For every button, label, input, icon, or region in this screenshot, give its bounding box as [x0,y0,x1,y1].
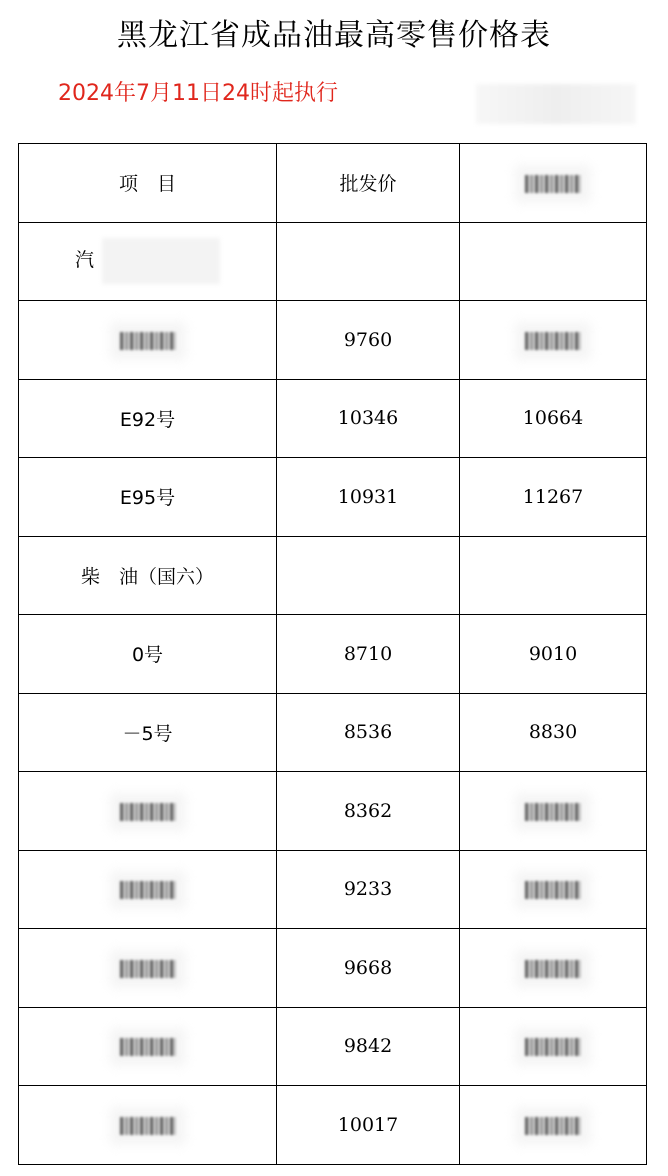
table-header-row [19,144,647,223]
category-cell [19,536,277,615]
retail-cell: 9010 [460,615,647,694]
retail-cell [460,850,647,929]
effective-date: 2024年7月11日24时起执行 [58,81,338,106]
table-row [19,772,647,851]
wholesale-cell: 9842 [277,1007,460,1086]
item-cell: E92号 [19,379,277,458]
table-row-category-gasoline [19,222,647,301]
item-cell [19,850,277,929]
price-table [18,143,647,1165]
blurred-item-name [120,332,176,350]
table-row [19,1007,647,1086]
retail-cell [460,1086,647,1165]
wholesale-cell: 9233 [277,850,460,929]
wholesale-cell: 10931 [277,458,460,537]
header-item-label: 项 目 [118,173,176,196]
retail-cell [460,1007,647,1086]
header-wholesale-label: 批发价 [339,173,397,196]
item-cell [19,1086,277,1165]
header-retail [460,144,647,223]
header-item [19,144,277,223]
table-row [19,850,647,929]
item-cell: 0号 [19,615,277,694]
blurred-item-name [120,881,176,899]
blurred-item-name [120,1117,176,1135]
page-title: 黑龙江省成品油最高零售价格表 [117,18,551,53]
table-row [19,458,647,537]
empty-cell [460,222,647,301]
blurred-retail-value [525,960,581,978]
item-cell [19,929,277,1008]
blurred-item-name [120,803,176,821]
blurred-item-name [120,960,176,978]
blurred-retail-value [525,1117,581,1135]
table-row [19,929,647,1008]
blurred-retail-value [525,881,581,899]
blurred-item-name [120,1038,176,1056]
item-cell: E95号 [19,458,277,537]
blurred-header-retail [525,175,581,193]
category-label: 汽 [74,249,94,272]
wholesale-cell: 10017 [277,1086,460,1165]
item-cell [19,1007,277,1086]
table-row-category-diesel [19,536,647,615]
wholesale-cell: 9760 [277,301,460,380]
retail-cell: 11267 [460,458,647,537]
wholesale-cell: 9668 [277,929,460,1008]
item-cell [19,301,277,380]
blurred-retail-value [525,1038,581,1056]
wholesale-cell: 10346 [277,379,460,458]
empty-cell [277,536,460,615]
blurred-category-text [102,238,220,284]
wholesale-cell: 8710 [277,615,460,694]
item-cell [19,772,277,851]
retail-cell [460,301,647,380]
table-row [19,1086,647,1165]
blurred-retail-value [525,332,581,350]
item-cell: －5号 [19,693,277,772]
retail-cell: 10664 [460,379,647,458]
retail-cell [460,929,647,1008]
empty-cell [277,222,460,301]
wholesale-cell: 8536 [277,693,460,772]
retail-cell: 8830 [460,693,647,772]
blurred-retail-value [525,803,581,821]
table-row [19,301,647,380]
empty-cell [460,536,647,615]
category-cell [19,222,277,301]
wholesale-cell: 8362 [277,772,460,851]
table-row [19,615,647,694]
header-wholesale [277,144,460,223]
blurred-region [476,84,636,124]
category-label: 柴 油（国六） [80,565,214,588]
table-row [19,693,647,772]
retail-cell [460,772,647,851]
table-row [19,379,647,458]
